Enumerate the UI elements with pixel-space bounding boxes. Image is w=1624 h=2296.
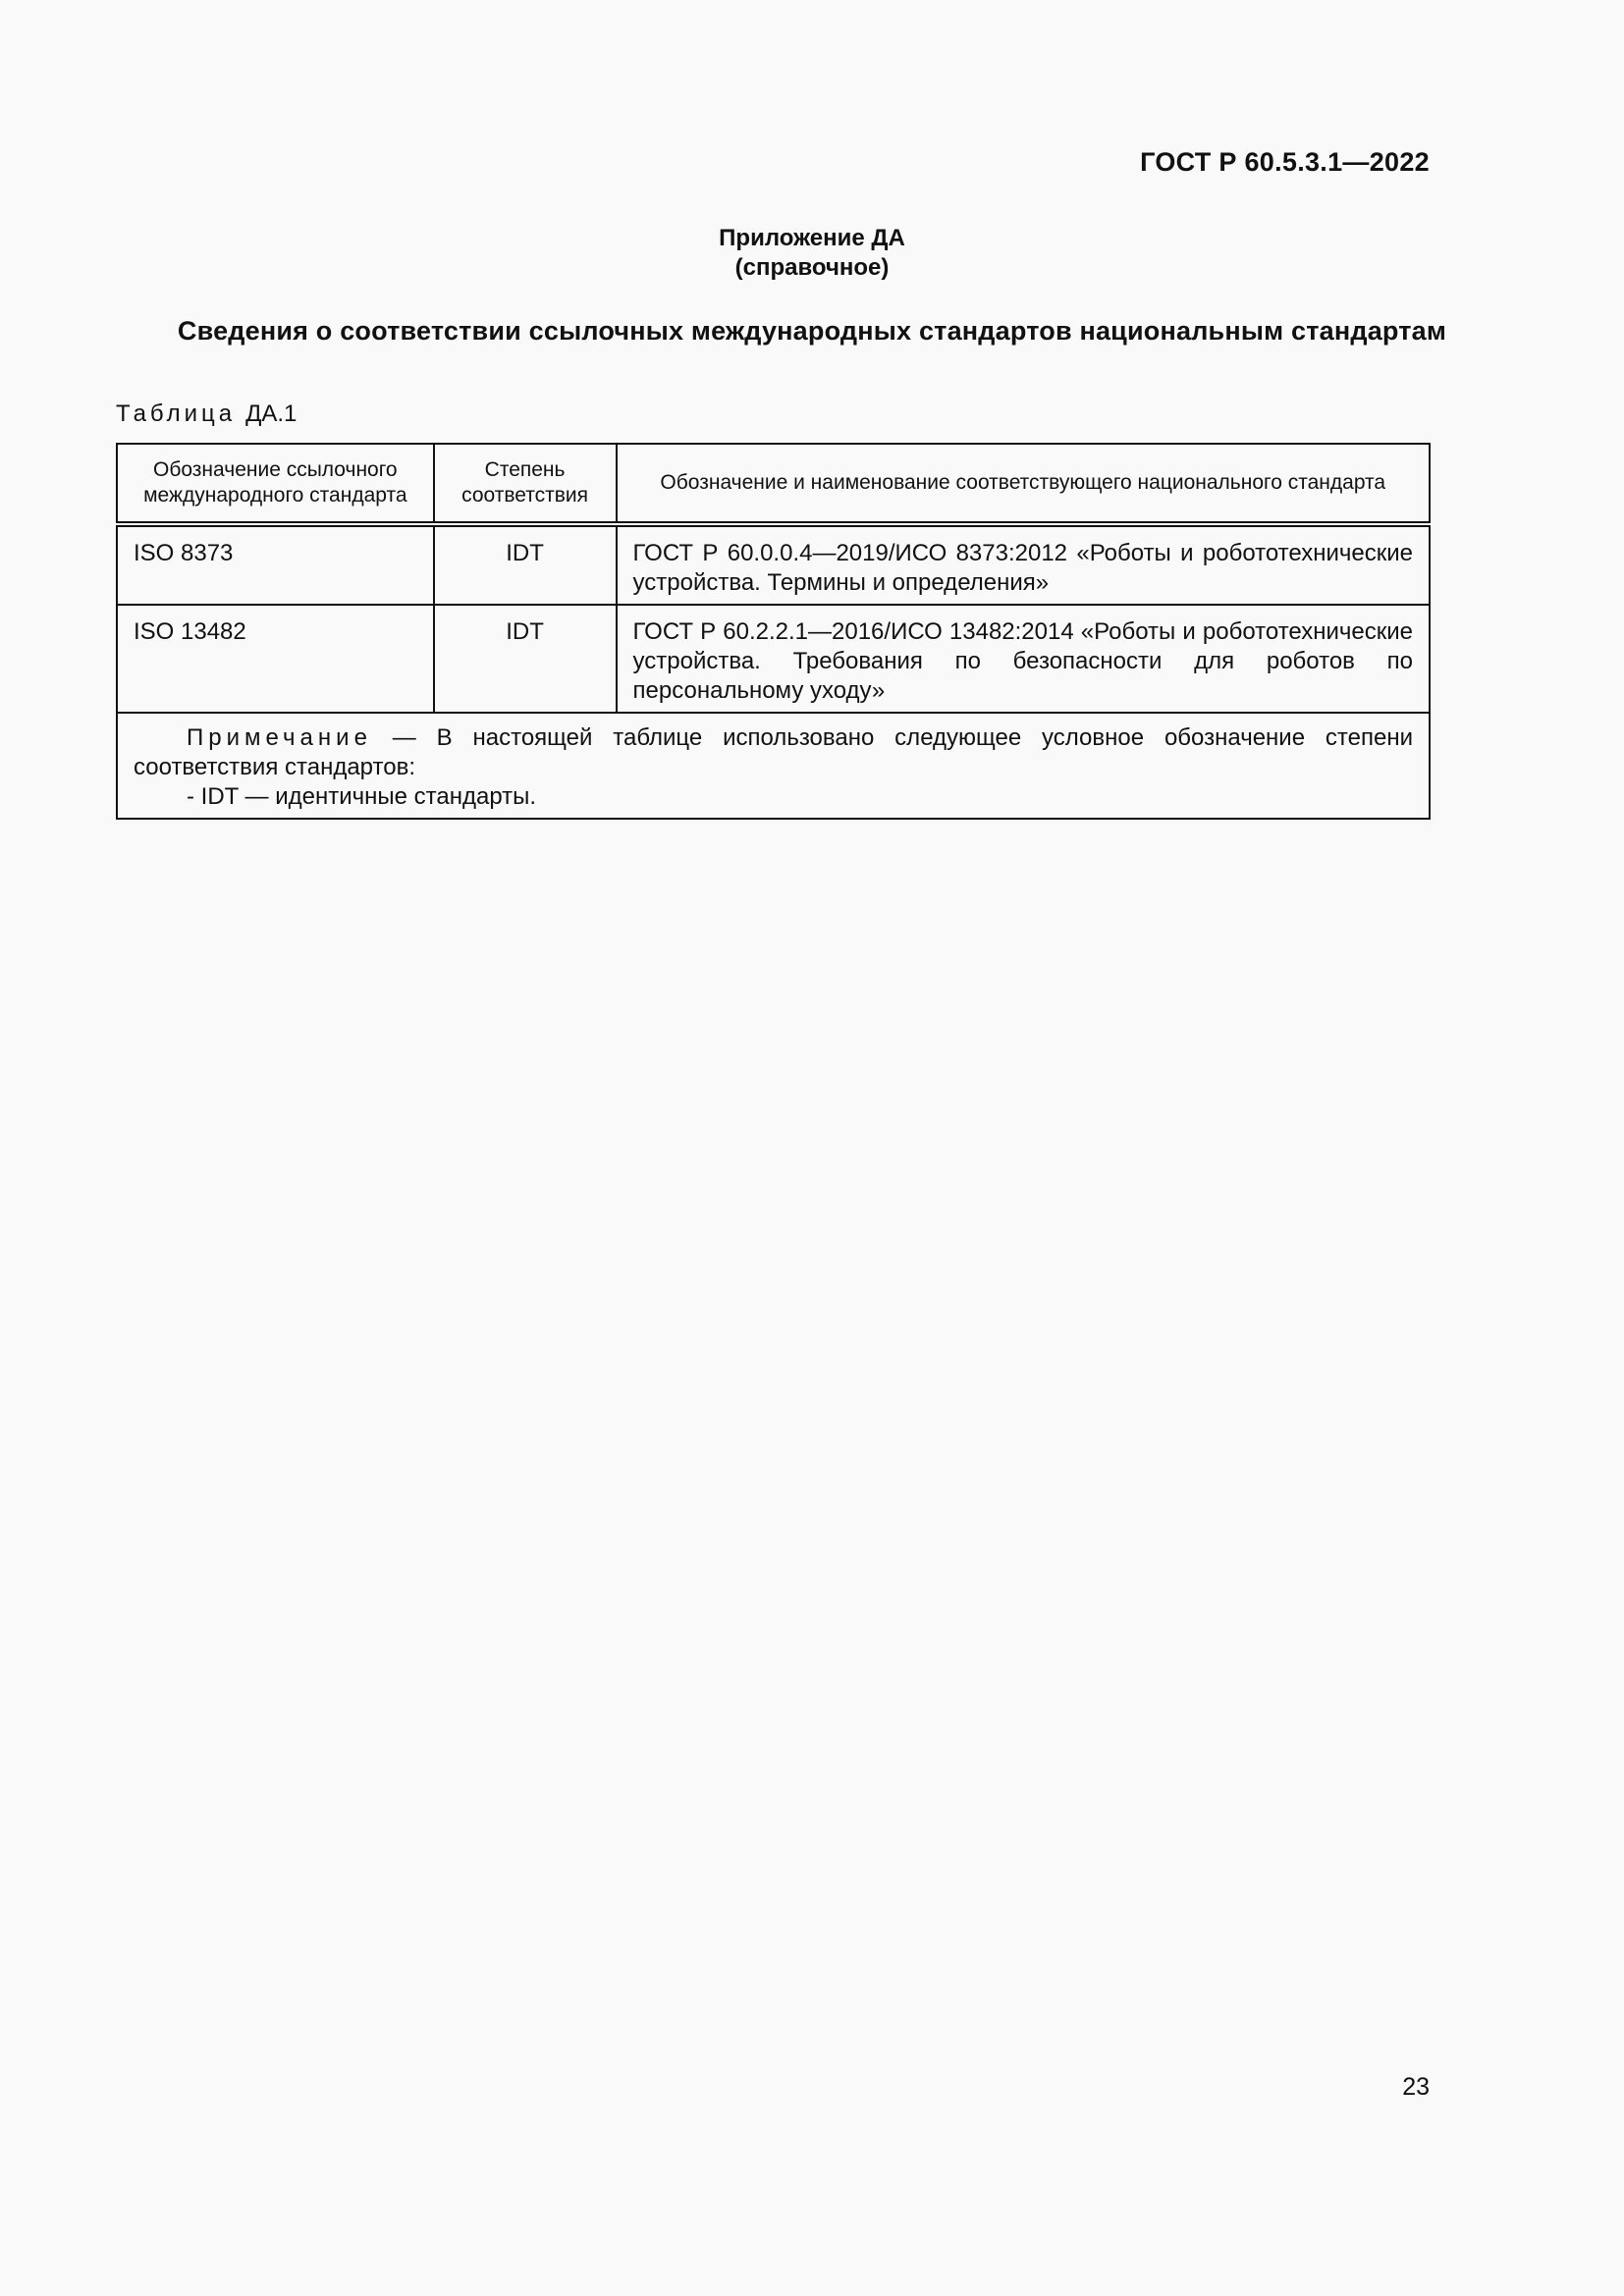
page-number: 23: [1402, 2073, 1430, 2101]
header-national-standard: Обозначение и наименование соответствующего национального стандарта: [617, 444, 1430, 524]
correspondence-table: [116, 443, 1431, 820]
table-note: [117, 713, 1430, 819]
note-item: - IDT — идентичные стандарты.: [187, 783, 537, 810]
table-row: [117, 524, 1430, 605]
note-text: [134, 723, 1413, 782]
table-note-row: [117, 713, 1430, 819]
table-caption-number: ДА.1: [245, 400, 298, 427]
cell-national-standard: ГОСТ Р 60.0.0.4—2019/ИСО 8373:2012 «Роботы и робототехничеcкие устройства. Термины и определения»: [617, 524, 1430, 605]
note-body: — В настоящей таблице использовано следующее условное обозначение степени соответствия стандартов:: [134, 724, 1413, 780]
cell-designation: ISO 8373: [117, 524, 434, 605]
note-label: Примечание: [187, 724, 372, 751]
table-caption: [116, 400, 297, 428]
cell-designation: ISO 13482: [117, 605, 434, 713]
cell-national-standard: ГОСТ Р 60.2.2.1—2016/ИСО 13482:2014 «Роботы и робототехничеcкие устройства. Требования по безопасности для роботов по персональному уходу»: [617, 605, 1430, 713]
document-code: ГОСТ Р 60.5.3.1—2022: [1140, 147, 1430, 177]
table-header-row: [117, 444, 1430, 524]
cell-degree: IDT: [434, 605, 617, 713]
header-degree: Степень соответствия: [434, 444, 617, 524]
annex-title: Приложение ДА: [719, 225, 905, 251]
section-heading: Сведения о соответствии ссылочных международных стандартов национальным стандартам: [177, 316, 1447, 346]
annex-title-block: [0, 224, 1624, 283]
table-row: [117, 605, 1430, 713]
table-caption-word: Таблица: [116, 400, 237, 427]
annex-subtitle: (справочное): [734, 254, 890, 281]
cell-degree: IDT: [434, 524, 617, 605]
header-designation: Обозначение ссылочного международного стандарта: [117, 444, 434, 524]
